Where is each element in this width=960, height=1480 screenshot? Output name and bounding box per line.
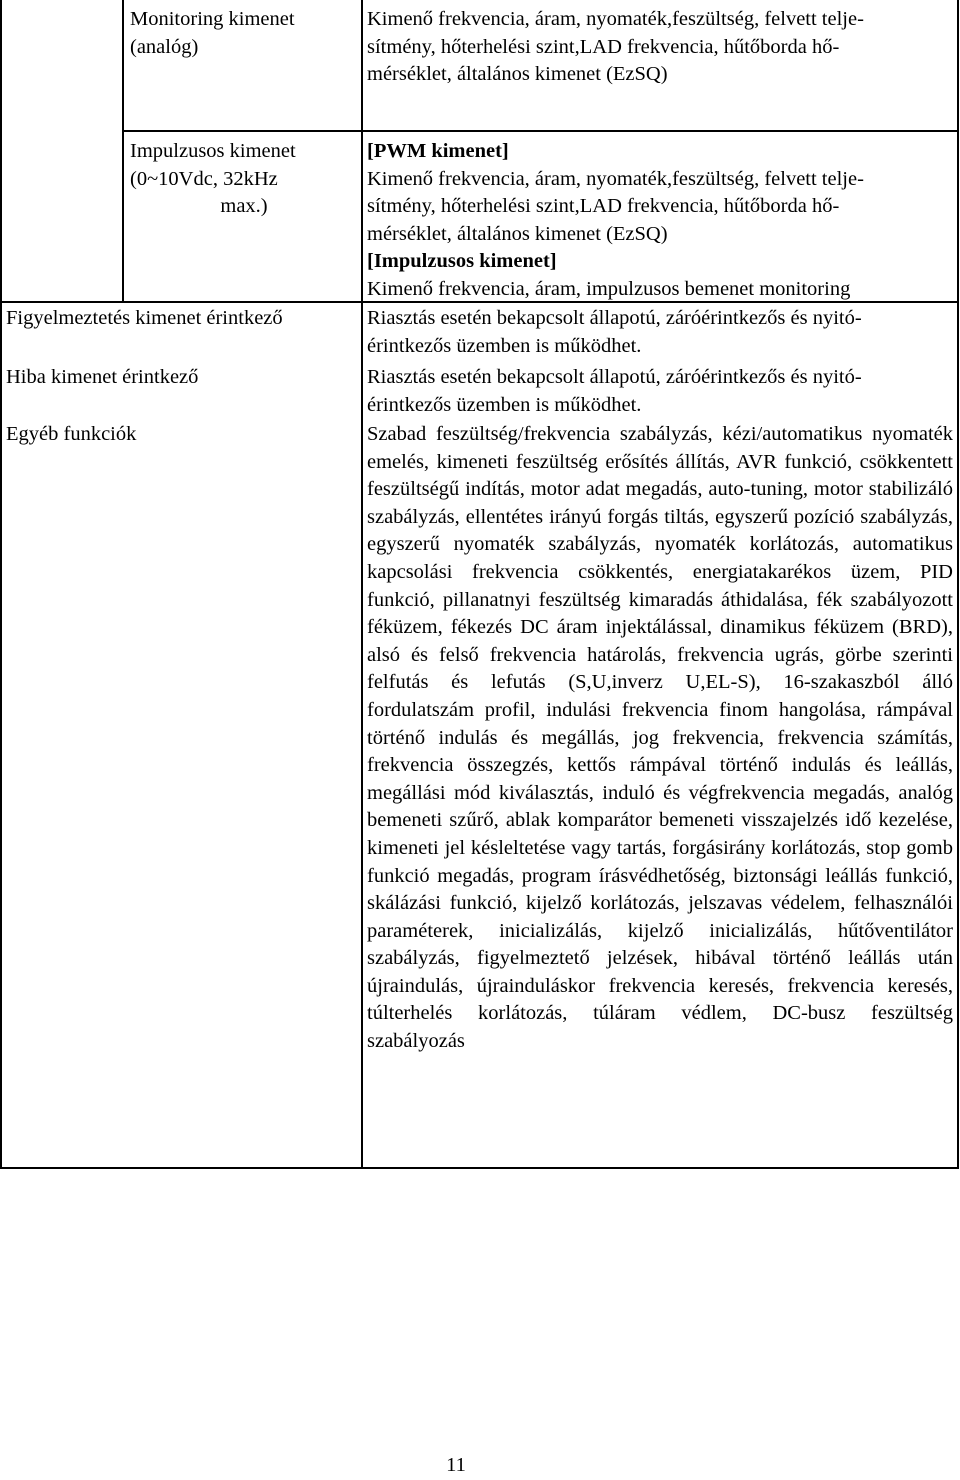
content-line: Kimenő frekvencia, áram, impulzusos bemenet monitoring xyxy=(367,277,851,300)
content-line: Riasztás esetén bekapcsolt állapotú, záróérintkezős és nyitó- xyxy=(367,307,862,329)
row-content-monitoring xyxy=(367,6,864,89)
table-border-right xyxy=(957,0,959,1169)
table-border-inner-left xyxy=(122,0,124,301)
content-line: sítmény, hőterhelési szint,LAD frekvencia, hűtőborda hő- xyxy=(367,195,840,218)
label-line: (analóg) xyxy=(130,35,199,58)
table-border-left-lower xyxy=(0,301,2,1169)
content-line: Riasztás esetén bekapcsolt állapotú, záróérintkezős és nyitó- xyxy=(367,366,862,388)
label-line: (0~10Vdc, 32kHz xyxy=(130,167,278,190)
content-line: Kimenő frekvencia, áram, nyomaték,feszültség, felvett telje- xyxy=(367,167,864,190)
row-content-other-functions: Szabad feszültség/frekvencia szabályzás, kézi/automatikus nyomaték emelés, kimeneti feszültség erősítés állítás, AVR funkció, csökkentett feszültségű indítás, motor adat megadás, auto-tuning, motor stabilizáló szabályzás, ellentétes irányú forgás tiltás, egyszerű pozíció szabályzás, egyszerű nyomaték szabályzás, nyomaték korlátozás, automatikus kapcsolási frekvencia csökkentés, energiatakarékos üzem, PID funkció, pillanatnyi feszültség kimaradás áthidalása, fék szabályozott féküzem, fékezés DC áram injektálással, dinamikus féküzem (BRD), alsó és felső frekvencia határolás, frekvencia ugrás, görbe szerinti felfutás és lefutás (S,U,inverz U,EL-S), 16-szakaszból álló fordulatszám profil, indulási frekvencia finom hangolása, rámpával történő indulás és megállás, jog frekvencia, frekvencia számítás, frekvencia összegzés, kettős rámpával történő indulás és leállás, megállási mód kiválasztás, induló és végfrekvencia megadás, analóg bemeneti szűrő, ablak komparátor bemeneti visszajelzés idő kezelése, kimeneti jel késleltetése vagy tartás, forgásirány korlátozás, stop gomb funkció megadás, program írásvédhetőség, biztonsági leállás funkció, skálázási funkció, kijelző korlátozás, jelszavas védelem, felhasználói paraméterek, inicializálás, kijelző inicializálás, hűtőventilátor szabályzás, figyelmeztető jelzések, hibával történő leállás után újraindulás, újrainduláskor frekvencia keresés, frekvencia keresés, túlterhelés korlátozás, túláram védlem, DC-busz feszültség szabályozás xyxy=(367,423,953,1053)
content-heading: [PWM kimenet] xyxy=(367,140,509,162)
table-column-divider xyxy=(361,0,363,1169)
row-content-pulse-output xyxy=(367,138,864,304)
content-line: sítmény, hőterhelési szint,LAD frekvencia, hűtőborda hő- xyxy=(367,35,840,58)
page-number: 11 xyxy=(446,1454,466,1476)
content-line: érintkezős üzemben is működhet. xyxy=(367,393,642,416)
content-line: mérséklet, általános kimenet (EzSQ) xyxy=(367,63,668,86)
content-heading: [Impulzusos kimenet] xyxy=(367,250,557,273)
row-content-warning-output xyxy=(367,305,862,360)
table-border-bottom xyxy=(0,1167,959,1169)
label-line: max.) xyxy=(220,195,268,218)
table-border-left-upper xyxy=(0,0,2,301)
row-content-fault-output xyxy=(367,364,862,419)
row-label-fault-output: Hiba kimenet érintkező xyxy=(6,366,199,388)
label-line: Monitoring kimenet xyxy=(130,8,295,30)
row-label-other-functions: Egyéb funkciók xyxy=(6,423,137,445)
row-label-warning-output: Figyelmeztetés kimenet érintkező xyxy=(6,307,283,329)
row-label-pulse-output xyxy=(130,138,358,221)
content-line: Kimenő frekvencia, áram, nyomaték,feszültség, felvett telje- xyxy=(367,8,864,30)
row-label-monitoring xyxy=(130,6,295,61)
label-line: Impulzusos kimenet xyxy=(130,140,296,162)
content-line: mérséklet, általános kimenet (EzSQ) xyxy=(367,222,668,245)
table-row-divider xyxy=(122,130,959,132)
content-line: érintkezős üzemben is működhet. xyxy=(367,334,642,357)
